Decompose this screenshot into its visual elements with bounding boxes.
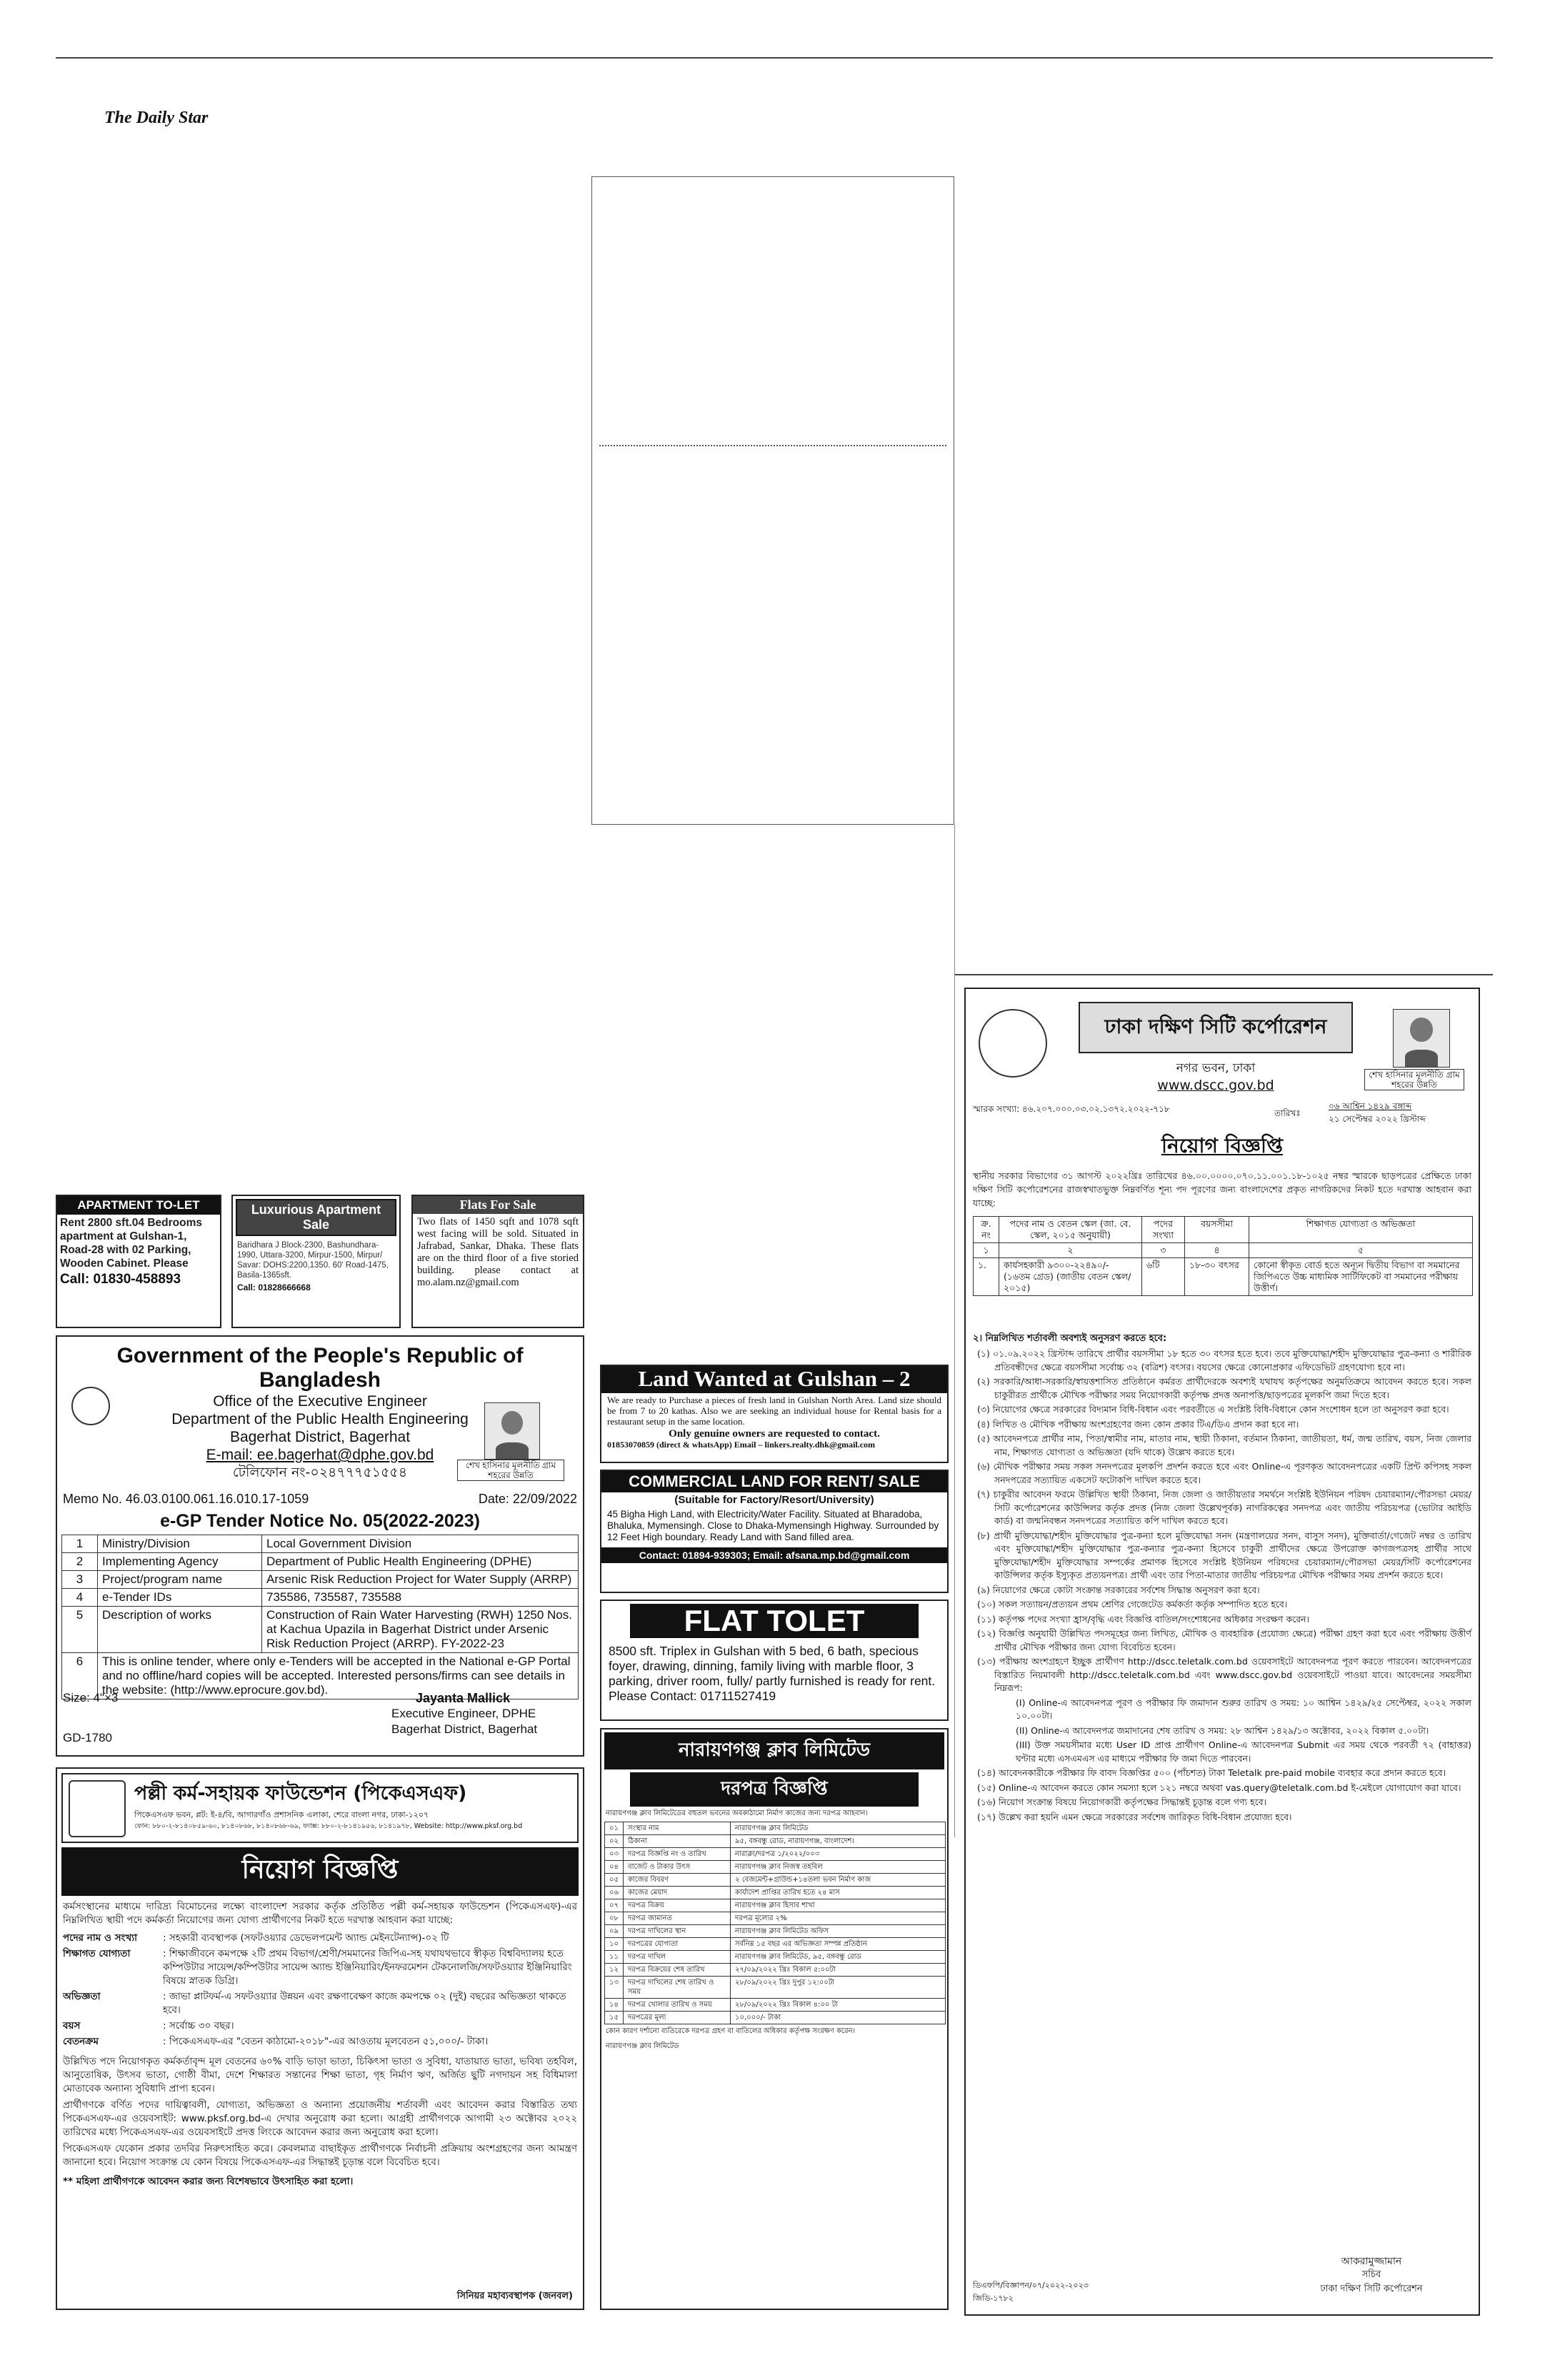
dscc-col-head: পদের নাম ও বেতন স্কেল (জা. বে. স্কেল, ২০১৫ অনুযায়ী) xyxy=(999,1217,1142,1243)
club-row-label: কাজের মেয়াদ xyxy=(624,1887,731,1899)
dscc-condition: (II) Online-এ আবেদনপত্র জমাদানের শেষ তারিখ ও সময়: ২৮ আশ্বিন ১৪২৯/১৩ অক্টোবর, ২০২২ বিকাল ৫.০০টা। xyxy=(1016,1724,1429,1736)
pksf-field-value: : শিক্ষাজীবনে কমপক্ষে ২টি প্রথম বিভাগ/শ্রেণী/সমমানের জিপিএ-সহ যথাযথভাবে স্বীকৃত বিশ্ববিদ্যালয় হতে কম্পিউটার সায়েন্স/কম্পিউটার সায়েন্স অ্যান্ড ইঞ্জিনিয়ারিং/ইনফরমেশন টেকনোলজি/সফটওয়্যার ইঞ্জিনিয়ারিং বিষয়ে স্নাতক ডিগ্রি। xyxy=(163,1948,572,1987)
ad-title: Luxurious Apartment Sale xyxy=(236,1199,396,1236)
ad-body: Two flats of 1450 sqft and 1078 sqft west facing will be sold. Situated in Jafrabad, Sankar, Dhaka. These flats are on the third floor of a five storied building. please contact at mo.alam.nz@gmail.com xyxy=(417,1216,579,1288)
dscc-col-num: ১ xyxy=(974,1243,999,1258)
dscc-date-2: ২১ সেপ্টেম্বর ২০২২ খ্রিস্টাব্দ xyxy=(1329,1114,1426,1124)
pksf-field xyxy=(63,2019,577,2033)
dscc-signer-title-1: সচিব xyxy=(1361,2269,1381,2280)
dotted-divider xyxy=(599,445,946,446)
club-note: কোন কারণ দর্শানো ব্যতিরেকে দরপত্র গ্রহণ বা বাতিলের অধিকার কর্তৃপক্ষ সংরক্ষণ করেন। xyxy=(606,2027,856,2035)
tender-row-label: Description of works xyxy=(98,1607,262,1653)
tender-size: Size: 4"×3 xyxy=(63,1691,119,1704)
pksf-contact: ফোন: ৮৮০-২-৮১৪০৮৫৯-৬০, ৮১৪০৮৬৮, ৮১৪০৮৬৮-৬৯, ফ্যাক্স: ৮৮০-২-৮১৪১৯৫৬, ৮১৪১৯৭৮, Website: http://www.pksf.org.bd xyxy=(134,1822,523,1830)
club-row xyxy=(605,1925,946,1938)
ad-subtitle: (Suitable for Factory/Resort/University) xyxy=(674,1494,874,1506)
club-row-label: দরপত্র খোলার তারিখ ও সময় xyxy=(624,1999,731,2012)
tender-row xyxy=(62,1589,579,1607)
tender-date: Date: 22/09/2022 xyxy=(478,1492,577,1506)
club-tender xyxy=(600,1728,949,2310)
dscc-memo: স্মারক সংখ্যা: ৪৬.২০৭.০০০.০৩.০২.১৩৭২.২০২২-৭১৮ xyxy=(973,1104,1170,1114)
tender-logo xyxy=(71,1387,134,1431)
dscc-cell: কার্যসহকারী ৯৩০০-২২৪৯০/- (১৬তম গ্রেড) (জাতীয় বেতন স্কেল/২০১৫) xyxy=(999,1258,1142,1296)
club-row-value: ১০,০০০/- টাকা xyxy=(731,2012,946,2024)
pksf-field xyxy=(63,2035,577,2049)
club-row xyxy=(605,1999,946,2012)
dscc-cell: ৬টি xyxy=(1142,1258,1185,1296)
club-row-no: ০১ xyxy=(605,1822,624,1835)
tender-row-value: Department of Public Health Engineering (DPHE) xyxy=(262,1553,579,1571)
dscc-table-row xyxy=(974,1258,1473,1296)
tender-row-value: 735586, 735587, 735588 xyxy=(262,1589,579,1607)
dscc-cell: ১. xyxy=(974,1258,999,1296)
club-table xyxy=(604,1822,946,2024)
tender-notice xyxy=(56,1335,584,1757)
club-row xyxy=(605,1951,946,1964)
pksf-header xyxy=(61,1773,579,1843)
pksf-field xyxy=(63,1990,577,2017)
dscc-title-box xyxy=(1079,1002,1353,1053)
club-row-value: ২ বেজমেন্ট+গ্রাউন্ড+১৪তলা ভবন নির্মাণ কাজ xyxy=(731,1874,946,1887)
ad-body: 8500 sft. Triplex in Gulshan with 5 bed, 6 bath, specious foyer, drawing, dinning, family living with marble floor, 3 parking, driver room, fully/ partly furnished is ready for rent. Please Contact: 01711527419 xyxy=(609,1644,936,1703)
tender-row xyxy=(62,1553,579,1571)
ad-title: COMMERCIAL LAND FOR RENT/ SALE xyxy=(601,1471,947,1492)
dscc-table xyxy=(973,1216,1473,1296)
tender-row-no: 4 xyxy=(62,1589,98,1607)
pksf-para-2: প্রার্থীগণকে বর্ণিত পদের দায়িত্বাবলী, যোগ্যতা, অভিজ্ঞতা ও অন্যান্য প্রয়োজনীয় শর্তাবলী এবং আবেদন করার বিস্তারিত তথ্য পিকেএসএফ-এর ওয়েবসাইট: www.pksf.org.bd-এ দেখার অনুরোধ করা হলো। আগ্রহী প্রার্থীগণকে আগামী ২৩ অক্টোবর ২০২২ তারিখের মধ্যে পিকেএসএফ-এর ওয়েবসাইটে প্রদত্ত লিংকে আবেদন করার জন্য অনুরোধ করা হলো। xyxy=(63,2099,577,2138)
club-row xyxy=(605,1938,946,1951)
club-row-value: দরপত্র মূল্যের ২% xyxy=(731,1912,946,1925)
tender-row-value: Arsenic Risk Reduction Project for Water Supply (ARRP) xyxy=(262,1571,579,1589)
club-row-no: ০৩ xyxy=(605,1848,624,1861)
pksf-title: পল্লী কর্ম-সহায়ক ফাউন্ডেশন (পিকেএসএফ) xyxy=(134,1782,467,1804)
ad-contact: Contact: 01894-939303; Email: afsana.mp.bd@gmail.com xyxy=(601,1547,947,1563)
ad-land-wanted xyxy=(600,1365,949,1463)
dscc-condition: (III) উক্ত সময়সীমার মধ্যে User ID প্রাপ্ত প্রার্থীগণ Online-এ আবেদনপত্র Submit এর সময় থেকে পরবর্তী ৭২ (বাহাত্তর) ঘন্টার মধ্যে এসএমএস এর মাধ্যমে পরীক্ষার ফি জমা দিতে পারবেন। xyxy=(1016,1739,1471,1764)
tender-office-1: Office of the Executive Engineer xyxy=(213,1393,427,1410)
ad-title: FLAT TOLET xyxy=(630,1604,919,1638)
club-row-no: ১১ xyxy=(605,1951,624,1964)
dscc-condition: (২) সরকারি/আধা-সরকারি/স্বায়ত্তশাসিত প্রতিষ্ঠানে কর্মরত প্রার্থীদেরকে অবশ্যই যথাযথ কর্তৃপক্ষের অনুমতিক্রমে আবেদন করতে হবে। সকল চাকুরীরত প্রার্থীকে মৌখিক পরীক্ষার সময় নিয়োগকারী কর্তৃপক্ষ প্রদত্ত অনাপত্তি/ছাড়পত্রের মূলকপি জমা দিতে হবে। xyxy=(977,1376,1471,1400)
dscc-condition: (৯) নিয়োগের ক্ষেত্রে কোটা সংক্রান্ত সরকারের সর্বশেষ সিদ্ধান্ত অনুসরণ করা হবে। xyxy=(977,1584,1260,1595)
pksf-field-label: শিক্ষাগত যোগ্যতা xyxy=(63,1948,131,1959)
club-row xyxy=(605,1874,946,1887)
dscc-cell: কোনো স্বীকৃত বোর্ড হতে অন্যূন দ্বিতীয় বিভাগ বা সমমানের জিপিএতে উচ্চ মাধ্যমিক সার্টিফিকেট বা সমমানের পরীক্ষায় উত্তীর্ণ। xyxy=(1249,1258,1473,1296)
pksf-heading: নিয়োগ বিজ্ঞপ্তি xyxy=(61,1847,579,1896)
ad-apartment-to-let xyxy=(56,1195,221,1328)
pksf-logo-icon xyxy=(69,1780,126,1837)
tender-row xyxy=(62,1571,579,1589)
dscc-portrait-caption: শেখ হাসিনার মূলনীতি গ্রাম শহরের উন্নতি xyxy=(1364,1069,1464,1090)
club-row-label: কাজের বিবরণ xyxy=(624,1874,731,1887)
tender-row xyxy=(62,1607,579,1653)
ad-line2: Only genuine owners are requested to contact. xyxy=(669,1428,880,1440)
tender-office-3: Bagerhat District, Bagerhat xyxy=(229,1429,411,1445)
dscc-conditions-title: ২। নিম্নলিখিত শর্তাবলী অবশ্যই অনুসরণ করতে হবে: xyxy=(973,1333,1167,1344)
dscc-col-num: ২ xyxy=(999,1243,1142,1258)
dscc-title: ঢাকা দক্ষিণ সিটি কর্পোরেশন xyxy=(1104,1014,1327,1038)
tender-gov: Government of the People's Republic of Bangladesh xyxy=(116,1344,524,1392)
club-row xyxy=(605,1822,946,1835)
pksf-field-label: বয়স xyxy=(63,2020,81,2032)
dscc-conditions xyxy=(973,1347,1471,1825)
club-row-label: দরপত্র দাখিল xyxy=(624,1951,731,1964)
club-title: নারায়ণগঞ্জ ক্লাব লিমিটেড xyxy=(604,1732,944,1769)
club-row-no: ০৮ xyxy=(605,1912,624,1925)
dscc-date-label: তারিখঃ xyxy=(1274,1108,1301,1118)
tender-memo: Memo No. 46.03.0100.061.16.010.17-1059 xyxy=(63,1492,309,1506)
dscc-cell: ১৮-৩০ বৎসর xyxy=(1185,1258,1249,1296)
club-row-value: নারায়ণগঞ্জ ক্লাব লিমিটেড, ৯৫, বঙ্গবন্ধু রোড xyxy=(731,1951,946,1964)
dscc-signer: আকরামুজ্জামান xyxy=(1341,2256,1402,2267)
tender-row-no: 6 xyxy=(62,1653,98,1699)
tender-office-2: Department of the Public Health Engineering xyxy=(171,1411,469,1427)
blank-ad-space xyxy=(591,176,954,825)
club-row-no: ১৫ xyxy=(605,2012,624,2024)
dscc-table-nums xyxy=(974,1243,1473,1258)
ad-body: We are ready to Purchase a pieces of fresh land in Gulshan North Area. Land size should be from 7 to 20 kathas. Also we are seeking an individual house for Rental basis for a restaurant setup in the same location. xyxy=(607,1395,941,1427)
club-row-no: ১৩ xyxy=(605,1977,624,1999)
pksf-field-value: : পিকেএসএফ-এর "বেতন কাঠামো-২০১৮"-এর আওতায় মূলবেতন ৫১,০০০/- টাকা। xyxy=(163,2036,489,2047)
tender-portrait-caption: শেখ হাসিনার মূলনীতি গ্রাম শহরের উন্নতি xyxy=(457,1460,564,1481)
club-row-value: নারায়ণগঞ্জ ক্লাব হিসাব শাখা xyxy=(731,1899,946,1912)
club-row-value: সর্বনিম্ন ১৫ বছর এর অভিজ্ঞতা সম্পন্ন প্রতিষ্ঠান xyxy=(731,1938,946,1951)
club-row-no: ১২ xyxy=(605,1964,624,1977)
tender-signer-title-2: Bagerhat District, Bagerhat xyxy=(391,1722,538,1736)
ad-flat-tolet xyxy=(600,1600,949,1721)
pksf-address: পিকেএসএফ ভবন, প্লট: ই-৪/বি, আগারগাঁও প্রশাসনিক এলাকা, শেরে বাংলা নগর, ঢাকা-১২০৭ xyxy=(134,1810,429,1819)
pksf-intro: কর্মসংস্থানের মাধ্যমে দারিদ্র্য বিমোচনের লক্ষ্যে বাংলাদেশ সরকার কর্তৃক প্রতিষ্ঠিত পল্লী কর্ম-সহায়ক ফাউন্ডেশন (পিকেএসএফ)-এর নিম্নলিখিত স্থায়ী পদে কর্মকর্তা নিয়োগের জন্য যোগ্য প্রার্থীগণের নিকট হতে দরখাস্ত আহবান করা যাচ্ছে: xyxy=(63,1901,577,1926)
tender-row-no: 1 xyxy=(62,1535,98,1553)
ad-phone: Call: 01830-458893 xyxy=(60,1272,181,1287)
club-row-value: নারায়ণগঞ্জ ক্লাব নিজস্ব তহবিল xyxy=(731,1861,946,1874)
dscc-col-head: পদের সংখ্যা xyxy=(1142,1217,1185,1243)
top-rule xyxy=(56,57,1493,59)
ad-title: APARTMENT TO-LET xyxy=(57,1196,220,1215)
dscc-col-head: শিক্ষাগত যোগ্যতা ও অভিজ্ঞতা xyxy=(1249,1217,1473,1243)
ad-title: Flats For Sale xyxy=(413,1196,583,1214)
club-row-value: নারায়ণগঞ্জ ক্লাব লিমিটেড xyxy=(731,1822,946,1835)
club-row xyxy=(605,1912,946,1925)
club-row-label: দরপত্র দাখিলের স্থান xyxy=(624,1925,731,1938)
dscc-condition: (১৬) নিয়োগ সংক্রান্ত বিষয়ে নিয়োগকারী কর্তৃপক্ষের সিদ্ধান্তই চূড়ান্ত বলে গণ্য হবে। xyxy=(977,1797,1267,1807)
tender-table xyxy=(61,1535,579,1699)
club-row xyxy=(605,1964,946,1977)
ad-body: Rent 2800 sft.04 Bedrooms apartment at Gulshan-1, Road-28 with 02 Parking, Wooden Cabinet. Please xyxy=(60,1217,202,1270)
club-row-value: ২৮/০৯/২০২২ খ্রিঃ দুপুর ১২:০০টা xyxy=(731,1977,946,1999)
tender-signer: Jayanta Mallick xyxy=(416,1691,511,1705)
club-row-value: কার্যাদেশ প্রাপ্তির তারিখ হতে ২৪ মাস xyxy=(731,1887,946,1899)
club-row-no: ১৪ xyxy=(605,1999,624,2012)
tender-row xyxy=(62,1535,579,1553)
tender-memo-row xyxy=(57,1482,583,1507)
tender-row-label: Implementing Agency xyxy=(98,1553,262,1571)
dscc-condition: (১৫) Online-এ আবেদন করতে কোন সমস্যা হলে ১২১ নম্বরে অথবা vas.query@teletalk.com.bd ই-মেইলে যোগাযোগ করা যাবে। xyxy=(977,1782,1461,1793)
club-row-no: ০৪ xyxy=(605,1861,624,1874)
tender-row-no: 5 xyxy=(62,1607,98,1653)
club-row-no: ১০ xyxy=(605,1938,624,1951)
ad-phone: Call: 01828666668 xyxy=(237,1282,311,1292)
ad-flats-for-sale xyxy=(411,1195,584,1328)
pksf-note: ** মহিলা প্রার্থীগণকে আবেদন করার জন্য বিশেষভাবে উৎসাহিত করা হলো। xyxy=(63,2176,354,2187)
dscc-condition: (I) Online-এ আবেদনপত্র পূরণ ও পরীক্ষার ফি জমাদান শুরুর তারিখ ও সময়: ১০ আশ্বিন ১৪২৯/২৫ সেপ্টেম্বর, ২০২২ সকাল ১০.০০টা। xyxy=(1016,1697,1471,1721)
pksf-field-label: বেতনক্রম xyxy=(63,2036,99,2047)
tender-email: E-mail: ee.bagerhat@dphe.gov.bd xyxy=(206,1447,434,1463)
club-row xyxy=(605,1861,946,1874)
club-row-label: দরপত্র বিক্রয় xyxy=(624,1899,731,1912)
club-row-no: ০৫ xyxy=(605,1874,624,1887)
dscc-footer-2: জিডি-১৭৮২ xyxy=(973,2294,1014,2303)
pksf-notice xyxy=(56,1767,584,2310)
club-row-value: নারাক্লা/দরপত্র ১/২০২২/০০৩ xyxy=(731,1848,946,1861)
pksf-field-value: : জাভা প্লাটফর্ম-এ সফটওয়্যার উন্নয়ন এবং রক্ষণাবেক্ষণ কাজে কমপক্ষে ০২ (দুই) বছরের অভিজ্ঞতা থাকতে হবে। xyxy=(163,1991,566,2016)
dscc-date-1: ০৬ আশ্বিন ১৪২৯ বঙ্গাব্দ xyxy=(1329,1101,1412,1111)
dscc-condition: (৮) প্রার্থী মুক্তিযোদ্ধা/শহীদ মুক্তিযোদ্ধার পুত্র-কন্যা হলে মুক্তিযোদ্ধা সনদ (মন্ত্রণালয়ের সনদ, বাসুস সনদ), মুক্তিবার্তা/গেজেট নম্বর ও তারিখ এবং মুক্তিযোদ্ধা/শহীদ মুক্তিযোদ্ধার পুত্র-কন্যার পুত্র-কন্যা হিসেবে চাকুরী প্রার্থীদের ক্ষেত্রে উপরোক্ত কাগজপত্রসহ প্রার্থীর সাথে মুক্তিযোদ্ধা/শহীদ মুক্তিযোদ্ধার সম্পর্কের প্রমাণক হিসেবে সংশ্লিষ্ট ইউনিয়ন পরিষদের চেয়ারম্যান/পৌরসভা মেয়র/সিটি কর্পোরেশনের কাউন্সিলর কর্তৃক ইস্যুকৃত প্রত্যয়নপত্র। প্রার্থী এবং তার পিতা-মাতার জাতীয় পরিচয়পত্র মৌখিক পরীক্ষার সময় প্রদর্শন করতে হবে। xyxy=(977,1530,1471,1580)
club-row-label: দরপত্রের যোগ্যতা xyxy=(624,1938,731,1951)
club-row xyxy=(605,1899,946,1912)
dscc-table-head xyxy=(974,1217,1473,1243)
dscc-condition: (১১) কর্তৃপক্ষ পদের সংখ্যা হ্রাস/বৃদ্ধি এবং বিজ্ঞপ্তি বাতিল/সংশোধনের অধিকার সংরক্ষণ করেন। xyxy=(977,1613,1310,1625)
club-row-label: দরপত্রের মূল্য xyxy=(624,2012,731,2024)
club-row-label: দরপত্র বিক্রয়ের শেষ তারিখ xyxy=(624,1964,731,1977)
dscc-condition: (১) ০১.০৯.২০২২ খ্রিস্টাব্দ তারিখে প্রার্থীর বয়সসীমা ১৮ হতে ৩০ বৎসর হতে হবে। তবে মুক্তিযোদ্ধা/শহীদ মুক্তিযোদ্ধার পুত্র-কন্যা ও শারীরিক প্রতিবন্ধীদের ক্ষেত্রে বয়সসীমা সর্বোচ্চ ৩২ (বত্রিশ) বৎসর। বয়সের ক্ষেত্রে কোনোপ্রকার এফিডেভিট গ্রহণযোগ্য হবে না। xyxy=(977,1348,1471,1372)
tender-gd: GD-1780 xyxy=(63,1731,112,1744)
dscc-condition: (১২) বিজ্ঞপ্তি অনুযায়ী উল্লিখিত পদসমূহের জন্য লিখিত, মৌখিক ও ব্যবহারিক (প্রযোজ্য ক্ষেত্রে) পরীক্ষা গ্রহণ করা হবে এবং পরীক্ষায় উত্তীর্ণ প্রার্থীর মৌখিক পরীক্ষার জন্য যোগ্য বিবেচিত হবেন। xyxy=(977,1628,1471,1652)
club-row-value: ৯৫, বঙ্গবন্ধু রোড, নারায়ণগঞ্জ, বাংলাদেশ। xyxy=(731,1835,946,1848)
dscc-condition: (১০) সকল সত্যায়ন/প্রত্যয়ন প্রথম শ্রেণির গেজেটেড কর্মকর্তা কর্তৃক সম্পাদিত হতে হবে। xyxy=(977,1599,1288,1610)
club-row xyxy=(605,1848,946,1861)
club-row-label: ঠিকানা xyxy=(624,1835,731,1848)
dscc-condition: (১৪) আবেদনকারীকে পরীক্ষার ফি বাবদ বিজ্ঞপ্তির ৫০০ (পাঁচশত) টাকা Teletalk pre-paid mobile ব্যবহার করে প্রদান করতে হবে। xyxy=(977,1767,1446,1778)
club-row-no: ০৯ xyxy=(605,1925,624,1938)
pksf-para-3: পিকেএসএফ যেকোন প্রকার তদবির নিরুৎসাহিত করে। কেবলমাত্র বাছাইকৃত প্রার্থীগণকে নির্বাচনী প্রক্রিয়ায় অংশগ্রহণের জন্য আমন্ত্রণ জানানো হবে। নিয়োগ সংক্রান্ত যে কোন বিষয়ে পিকেএসএফ-এর সিদ্ধান্তই চূড়ান্ত বলে বিবেচিত হবে। xyxy=(63,2143,577,2168)
club-row xyxy=(605,1835,946,1848)
dscc-notice xyxy=(964,988,1480,2316)
tender-signer-title-1: Executive Engineer, DPHE xyxy=(391,1707,536,1720)
dscc-sub: নগর ভবন, ঢাকা xyxy=(1176,1061,1256,1075)
dscc-col-num: ৪ xyxy=(1185,1243,1249,1258)
dscc-logo-icon xyxy=(979,1009,1047,1078)
club-row-value: ২৭/০৯/২০২২ খ্রিঃ বিকাল ৫:০০টা xyxy=(731,1964,946,1977)
tender-row-value: Local Government Division xyxy=(262,1535,579,1553)
ad-title: Land Wanted at Gulshan – 2 xyxy=(601,1366,947,1393)
tender-row-text: This is online tender, where only e-Tenders will be accepted in the National e-GP Portal and no offline/hard copies will be accepted. Interested persons/firms can see details in the website: (http://www.eprocure.gov.bd). xyxy=(98,1653,579,1699)
pksf-field xyxy=(63,1932,577,1945)
dscc-signer-title-2: ঢাকা দক্ষিণ সিটি কর্পোরেশন xyxy=(1320,2284,1423,2294)
tender-portrait xyxy=(484,1402,540,1460)
club-footer: নারায়ণগঞ্জ ক্লাব লিমিটেড xyxy=(606,2042,679,2050)
tender-row-label: Ministry/Division xyxy=(98,1535,262,1553)
pksf-signer: সিনিয়র মহাব্যবস্থাপক (জনবল) xyxy=(456,2291,573,2301)
tender-row-no: 2 xyxy=(62,1553,98,1571)
pksf-field-value: : সহকারী ব্যবস্থাপক (সফটওয়্যার ডেভেলপমেন্ট অ্যান্ড মেইনটেন্যান্স)-০২ টি xyxy=(163,1932,449,1944)
right-top-rule xyxy=(954,974,1493,975)
dscc-col-num: ৫ xyxy=(1249,1243,1473,1258)
tender-phone: টেলিফোন নং-০২৪৭৭৭৫১৫৫৪ xyxy=(232,1465,408,1480)
club-heading: দরপত্র বিজ্ঞপ্তি xyxy=(630,1772,919,1807)
club-row xyxy=(605,2012,946,2024)
dscc-condition: (৭) চাকুরীর আবেদন ফরমে উল্লিখিত স্থায়ী ঠিকানা, নিজ জেলা ও জাতীয়তার সমর্থনে সংশ্লিষ্ট ইউনিয়ন পরিষদ চেয়ারম্যান/পৌরসভা মেয়র/সিটি কর্পোরেশনের কাউন্সিলর কর্তৃক প্রদত্ত (নিজ জেলা উল্লেখপূর্বক) নাগরিকত্বের সনদপত্র এবং জাতীয় পরিচয়পত্র (ভোটার আইডি কার্ড) বা জন্মনিবন্ধন সনদপত্রের সত্যায়িত কপি দাখিল করতে হবে। xyxy=(977,1489,1471,1526)
club-row-value: নারায়ণগঞ্জ ক্লাব লিমিটেড অফিস xyxy=(731,1925,946,1938)
ad-body: Baridhara J Block-2300, Bashundhara-1990, Uttara-3200, Mirpur-1500, Mirpur/ Savar: DOHS:2200,1350. 60' Road-1475, Basila-1365sft. xyxy=(237,1241,389,1280)
tender-notice-title: e-GP Tender Notice No. 05(2022-2023) xyxy=(160,1511,480,1531)
dscc-intro: স্থানীয় সরকার বিভাগের ৩১ আগস্ট ২০২২খ্রিঃ তারিখের ৪৬.০০.০০০০.০৭০.১১.০০১.১৮-১০২৫ নম্বর স্মারকে ছাড়পত্রের প্রেক্ষিতে ঢাকা দক্ষিণ সিটি কর্পোরেশনের রাজস্বখাতভুক্ত নিম্নবর্ণিত শূন্য পদ পূরণের জন্য বাংলাদেশের প্রকৃত নাগরিকদের নিকট হতে দরখাস্ত আহবান করা যাচ্ছে: xyxy=(973,1170,1471,1208)
club-row-label: সংস্থার নাম xyxy=(624,1822,731,1835)
ad-luxurious-apartment xyxy=(231,1195,401,1328)
dscc-condition: (১৭) উল্লেখ করা হয়নি এমন ক্ষেত্রে সরকারের সর্বশেষ জারিকৃত বিধি-বিধান প্রযোজ্য হবে। xyxy=(977,1811,1292,1822)
club-row-no: ০৭ xyxy=(605,1899,624,1912)
dscc-condition: (১৩) পরীক্ষায় অংশগ্রহণে ইচ্ছুক প্রার্থীগণ http://dscc.teletalk.com.bd ওয়েবসাইটে আবেদনপত্র পূরণ করতে পারবেন। আবেদনপত্রের বিস্তারিত নিয়মাবলী http://dscc.teletalk.com.bd এবং www.dscc.gov.bd ওয়েবসাইটে পাওয়া যাবে। আবেদনের সময়সীমা নিম্নরূপ: xyxy=(977,1656,1471,1693)
club-row-label: দরপত্র জামানত xyxy=(624,1912,731,1925)
club-row-label: দরপত্র দাখিলের শেষ তারিখ ও সময় xyxy=(624,1977,731,1999)
tender-row-label: Project/program name xyxy=(98,1571,262,1589)
ad-contact: 01853070859 (direct & whatsApp) Email – linkers.realty.dhk@gmail.com xyxy=(607,1440,876,1450)
dscc-condition: (৩) নিয়োগের ক্ষেত্রে সরকারের বিদ্যমান বিধি-বিধান এবং পরবর্তীতে এ সংশ্লিষ্ট বিধি-বিধানে কোন সংশোধন হলে তা অনুসরণ করা হবে। xyxy=(977,1404,1449,1415)
pksf-field-label: পদের নাম ও সংখ্যা xyxy=(63,1932,138,1944)
club-row xyxy=(605,1887,946,1899)
ad-commercial-land xyxy=(600,1470,949,1593)
pksf-field-label: অভিজ্ঞতা xyxy=(63,1991,101,2002)
dscc-condition: (৫) আবেদনপত্রে প্রার্থীর নাম, পিতা/স্বামীর নাম, মাতার নাম, স্থায়ী ঠিকানা, বর্তমান ঠিকানা, জাতীয়তা, ধর্ম, জন্ম তারিখ, বয়স, নিজ জেলার নাম, শিক্ষাগত যোগ্যতা ও অভিজ্ঞতা (যদি থাকে) উল্লেখ করতে হবে। xyxy=(977,1433,1471,1457)
dscc-col-head: বয়সসীমা xyxy=(1185,1217,1249,1243)
tender-row-value: Construction of Rain Water Harvesting (RWH) 1250 Nos. at Kachua Upazila in Bagerhat District under Arsenic Risk Reduction Project (ARRP). FY-2022-23 xyxy=(262,1607,579,1653)
dscc-portrait xyxy=(1393,1009,1450,1068)
dscc-condition: (৪) লিখিত ও মৌখিক পরীক্ষায় অংশগ্রহণের জন্য কোন প্রকার টিএ/ডিএ প্রদান করা হবে না। xyxy=(977,1418,1299,1430)
club-row-label: বাজেট ও টাকার উৎস xyxy=(624,1861,731,1874)
ad-body: 45 Bigha High Land, with Electricity/Water Facility. Situated at Bharadoba, Bhaluka, Mymensingh. Close to Dhaka-Mymensingh Highway. Surrounded by 12 Feet High boundary. Ready Land with Sand filled area. xyxy=(607,1509,939,1542)
club-intro: নারায়ণগঞ্জ ক্লাব লিমিটেডের বহুতল ভবনের অবকাঠামো নির্মাণ কাজের জন্য দরপত্র আহবান। xyxy=(606,1809,869,1817)
dscc-heading: নিয়োগ বিজ্ঞপ্তি xyxy=(1161,1134,1284,1158)
dscc-web: www.dscc.gov.bd xyxy=(1157,1078,1274,1093)
club-row-value: ২৮/০৯/২০২২ খ্রিঃ বিকাল ৪:০০ টা xyxy=(731,1999,946,2012)
dphe-logo-icon xyxy=(71,1387,110,1425)
dscc-col-head: ক্র. নং xyxy=(974,1217,999,1243)
tender-row-no: 3 xyxy=(62,1571,98,1589)
club-row xyxy=(605,1977,946,1999)
club-row-label: দরপত্র বিজ্ঞপ্তি নং ও তারিখ xyxy=(624,1848,731,1861)
club-row-no: ০৬ xyxy=(605,1887,624,1899)
pksf-para-1: উল্লিখিত পদে নিয়োগকৃত কর্মকর্তাবৃন্দ মূল বেতনের ৬০% বাড়ি ভাড়া ভাতা, চিকিৎসা ভাতা ও সুবিধা, যাতায়াত ভাতা, ভবিষ্য তহবিল, আনুতোষিক, উৎসব ভাতা, গোষ্ঠী বীমা, দেশে শিক্ষারত সন্তানের শিক্ষা ভাতা, গৃহ নির্মাণ ঋণ, অর্জিত ছুটি নগদায়ন সহ বিধিমালা মোতাবেক অন্যান্য সুবিধাদি প্রাপ্য হবেন। xyxy=(63,2056,577,2094)
dscc-col-num: ৩ xyxy=(1142,1243,1185,1258)
masthead-logo: The Daily Star xyxy=(104,109,209,127)
tender-row-label: e-Tender IDs xyxy=(98,1589,262,1607)
pksf-field xyxy=(63,1947,577,1988)
dscc-footer-1: ডিএফপি/বিজ্ঞাপন/০৭/২০২২-২০২৩ xyxy=(973,2281,1089,2290)
pksf-field-value: : সর্বোচ্চ ৩০ বছর। xyxy=(163,2020,234,2032)
center-vertical-rule xyxy=(954,825,955,1837)
club-row-no: ০২ xyxy=(605,1835,624,1848)
pksf-fields xyxy=(57,1929,583,2054)
dscc-condition: (৬) মৌখিক পরীক্ষার সময় সকল সনদপত্রের মূলকপি প্রদর্শন করতে হবে এবং Online-এ পূরণকৃত আবেদনপত্রের একটি প্রিন্ট কপিসহ সকল সনদপত্রের সত্যায়িত একসেট ফটোকপি দাখিল করতে হবে। xyxy=(977,1461,1471,1485)
